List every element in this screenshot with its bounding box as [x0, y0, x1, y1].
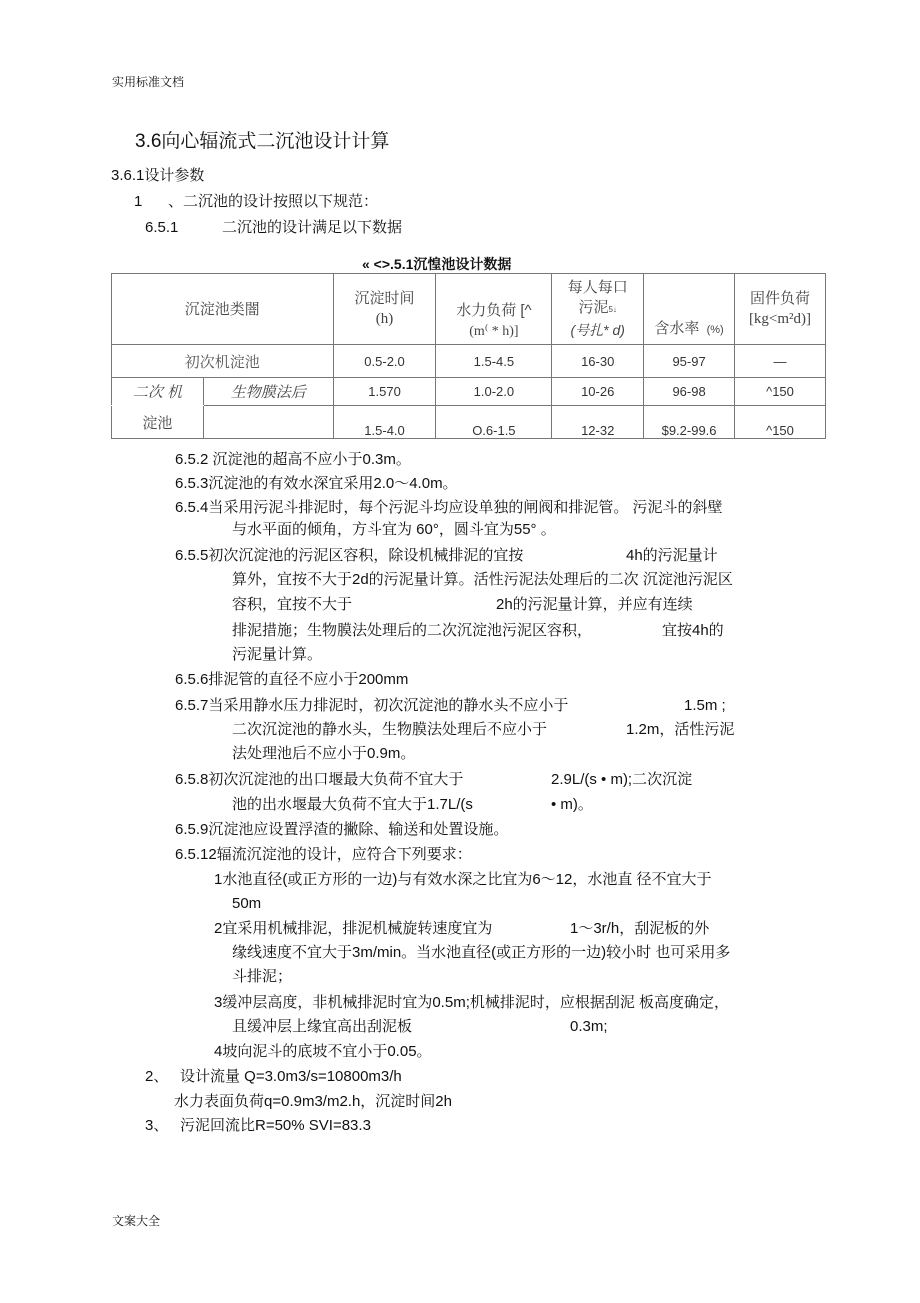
item-3-return-ratio: 污泥回流比R=50% SVI=83.3: [180, 1117, 371, 1134]
requirement-2-line3: 斗排泥；: [232, 968, 293, 985]
clause-6-5-12: 6.5.12辐流沉淀池的设计，应符合下列要求：: [175, 846, 472, 863]
table-header-row: [112, 274, 826, 345]
clause-6-5-5-end: 4h的污泥量计: [626, 547, 718, 564]
item-2-number: 2、: [145, 1068, 169, 1085]
clause-6-5-9: 6.5.9沉淀池应设置浮渣的撇除、输送和处置设施。: [175, 821, 509, 838]
clause-6-5-4-cont: 与水平面的倾角，方斗宜为 60°，圆斗宜为55° 。: [232, 521, 556, 538]
clause-6-5-6: 6.5.6排泥管的直径不应小于200mm: [175, 671, 409, 688]
row-3-water: $9.2-99.6: [644, 406, 735, 439]
clause-6-5-7: 6.5.7当采用静水压力排泥时，初次沉淀池的静水头不应小于: [175, 697, 569, 714]
header-water-content: 含水率 (%): [644, 274, 735, 345]
row-1-load: 1.5-4.5: [436, 345, 552, 378]
row-3-load: O.6-1.5: [436, 406, 552, 439]
clause-6-5-8-line2-end: • m)。: [551, 796, 593, 813]
clause-6-5-5-line3-end: 2h的污泥量计算，并应有连续: [496, 596, 693, 613]
item-1-text: 、二沉池的设计按照以下规范：: [168, 193, 379, 210]
row-2-group-top: 二次 机: [112, 378, 204, 406]
row-2-load: 1.0-2.0: [436, 378, 552, 406]
row-3-sludge: 12-32: [552, 406, 644, 439]
row-2-solid: ^150: [735, 378, 826, 406]
clause-6-5-4: 6.5.4当采用污泥斗排泥时，每个污泥斗均应设单独的闸阀和排泥管。 污泥斗的斜壁: [175, 499, 723, 516]
clause-6-5-8-end: 2.9L/(s • m);二次沉淀: [551, 771, 693, 788]
clause-6-5-7-end: 1.5m ;: [684, 697, 726, 714]
header-settling-time: 沉淀时间 (h): [333, 274, 436, 345]
clause-6-5-5: 6.5.5初次沉淀池的污泥区容积，除设机械排泥的宜按: [175, 547, 524, 564]
row-2-sludge: 10-26: [552, 378, 644, 406]
row-2-water: 96-98: [644, 378, 735, 406]
clause-6-5-5-line4-end: 宜按4h的: [662, 622, 724, 639]
header-tank-type: 沉淀池类闇: [112, 274, 334, 345]
settling-tank-data-table: [111, 273, 826, 439]
header-solids-load: 固件负荷 [kg<m²d)]: [735, 274, 826, 345]
requirement-4: 4坡向泥斗的底坡不宜小于0.05。: [214, 1043, 432, 1060]
clause-6-5-3: 6.5.3沉淀池的有效水深宜采用2.0～4.0m。: [175, 475, 458, 492]
row-3-group-bottom: 淀池: [112, 406, 204, 439]
page-footer: 文案大全: [112, 1214, 161, 1228]
subsection-heading: 3.6.1设计参数: [111, 167, 205, 184]
section-title: 3.6向心辐流式二沉池设计计算: [135, 131, 390, 152]
header-hydraulic-load: 水力负荷 [^ (m⁽ * h)]: [436, 274, 552, 345]
row-3-subtype: [203, 406, 333, 439]
requirement-2: 2宜采用机械排泥，排泥机械旋转速度宜为: [214, 920, 493, 937]
table-row: [112, 345, 826, 378]
row-1-solid: —: [735, 345, 826, 378]
clause-6-5-7-line3: 法处理池后不应小于0.9m。: [232, 745, 416, 762]
clause-6-5-5-line5: 污泥量计算。: [232, 646, 323, 663]
requirement-3: 3缓冲层高度，非机械排泥时宜为0.5m;机械排泥时，应根据刮泥 板高度确定，: [214, 994, 730, 1011]
item-2-surface-load: 水力表面负荷q=0.9m3/m2.h，沉淀时间2h: [174, 1093, 452, 1110]
clause-6-5-1-number: 6.5.1: [145, 219, 179, 236]
requirement-2-end: 1～3r/h，刮泥板的外: [570, 920, 710, 937]
table-row: [112, 378, 826, 406]
row-1-sludge: 16-30: [552, 345, 644, 378]
requirement-3-line2: 且缓冲层上缘宜高出刮泥板: [232, 1018, 413, 1035]
row-3-solid: ^150: [735, 406, 826, 439]
item-3-number: 3、: [145, 1117, 169, 1134]
clause-6-5-8: 6.5.8初次沉淀池的出口堰最大负荷不宜大于: [175, 771, 464, 788]
row-1-water: 95-97: [644, 345, 735, 378]
clause-6-5-2: 6.5.2 沉淀池的超高不应小于0.3m。: [175, 451, 411, 468]
clause-6-5-7-line2-end: 1.2m，活性污泥: [626, 721, 735, 738]
row-2-subtype: 生物膜法后: [203, 378, 333, 406]
clause-6-5-5-line2: 算外，宜按不大于2d的污泥量计算。活性污泥法处理后的二次 沉淀池污泥区: [232, 571, 733, 588]
table-caption: « <>.5.1沉惶池设计数据: [362, 256, 512, 272]
row-2-time: 1.570: [333, 378, 436, 406]
item-1-number: 1: [134, 193, 143, 210]
clause-6-5-7-line2: 二次沉淀池的静水头，生物膜法处理后不应小于: [232, 721, 548, 738]
clause-6-5-5-line4: 排泥措施；生物膜法处理后的二次沉淀池污泥区容积，: [232, 622, 593, 639]
clause-6-5-1-text: 二沉池的设计满足以下数据: [222, 219, 403, 236]
header-sludge-per-person: 每人每口 污泥5↓ (号扎* d): [552, 274, 644, 345]
clause-6-5-5-line3: 容积，宜按不大于: [232, 596, 353, 613]
item-2-flow: 设计流量 Q=3.0m3/s=10800m3/h: [180, 1068, 402, 1085]
row-1-time: 0.5-2.0: [333, 345, 436, 378]
row-3-time: 1.5-4.0: [333, 406, 436, 439]
clause-6-5-8-line2: 池的出水堰最大负荷不宜大于1.7L/(s: [232, 796, 473, 813]
requirement-1-cont: 50m: [232, 895, 262, 912]
requirement-1: 1水池直径(或正方形的一边)与有效水深之比宜为6～12，水池直 径不宜大于: [214, 871, 712, 888]
row-1-type: 初次机淀池: [112, 345, 334, 378]
table-row: [112, 406, 826, 439]
page-header: 实用标准文档: [112, 75, 185, 89]
requirement-3-line2-end: 0.3m;: [570, 1018, 608, 1035]
requirement-2-line2: 缘线速度不宜大于3m/min。当水池直径(或正方形的一边)较小时 也可采用多: [232, 944, 731, 961]
